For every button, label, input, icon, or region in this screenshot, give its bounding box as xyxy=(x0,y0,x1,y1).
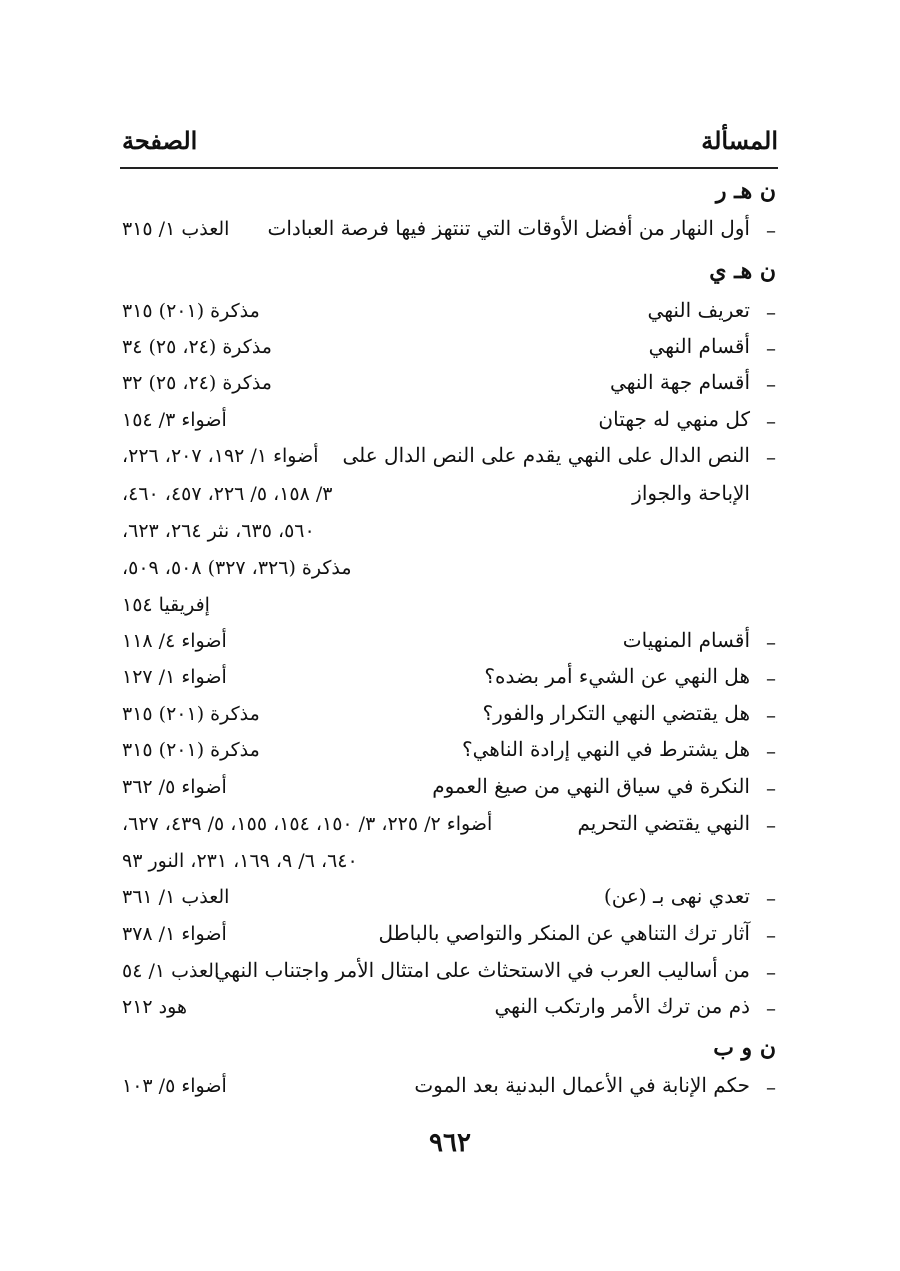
entry-dash: – xyxy=(766,886,776,910)
entry-dash: – xyxy=(766,1075,776,1099)
entry-topic-continuation: الإباحة والجواز xyxy=(632,481,750,505)
entry-dash: – xyxy=(766,666,776,690)
entry-topic: من أساليب العرب في الاستحثاث على امتثال الأمر واجتناب النهي xyxy=(214,958,750,982)
entry-dash: – xyxy=(766,409,776,433)
entry-reference: مذكرة (٢٤، ٢٥) ٣٤ xyxy=(122,336,272,358)
entry-reference-continuation: إفريقيا ١٥٤ xyxy=(122,594,210,616)
entry-topic: أقسام جهة النهي xyxy=(609,370,750,394)
entry-topic: النهي يقتضي التحريم xyxy=(577,811,750,835)
entry-reference-continuation: ٥٦٠، ٦٣٥، نثر ٢٦٤، ٦٢٣، xyxy=(122,520,315,542)
entry-reference-continuation: ٦٤٠، ٦/ ٩، ١٦٩، ٢٣١، النور ٩٣ xyxy=(122,850,358,872)
entry-reference: العذب ١/ ٣١٥ xyxy=(122,218,230,240)
entry-reference: أضواء ٥/ ٣٦٢ xyxy=(122,776,227,798)
entry-reference: أضواء ٤/ ١١٨ xyxy=(122,630,227,652)
entry-topic: تعدي نهى بـ (عن) xyxy=(603,884,750,908)
entry-reference: أضواء ٣/ ١٥٤ xyxy=(122,409,227,431)
entry-topic: تعريف النهي xyxy=(647,298,750,322)
column-header-issue: المسألة xyxy=(701,126,778,155)
entry-reference: مذكرة (٢٠١) ٣١٥ xyxy=(122,300,260,322)
entry-reference: مذكرة (٢٠١) ٣١٥ xyxy=(122,739,260,761)
entry-topic: آثار ترك التناهي عن المنكر والتواصي بالباطل xyxy=(378,921,750,945)
column-header-page: الصفحة xyxy=(122,126,198,155)
page-number: ٩٦٢ xyxy=(429,1128,471,1158)
entry-dash: – xyxy=(766,336,776,360)
entry-dash: – xyxy=(766,372,776,396)
entry-topic: هل يشترط في النهي إرادة الناهي؟ xyxy=(461,737,750,761)
entry-reference: مذكرة (٢٤، ٢٥) ٣٢ xyxy=(122,372,272,394)
entry-topic: أقسام النهي xyxy=(648,334,750,358)
entry-dash: – xyxy=(766,813,776,837)
entry-topic: هل النهي عن الشيء أمر بضده؟ xyxy=(484,664,750,688)
entry-dash: – xyxy=(766,218,776,242)
entry-reference: أضواء ١/ ١٢٧ xyxy=(122,666,227,688)
header-rule xyxy=(120,167,778,169)
entry-topic: هل يقتضي النهي التكرار والفور؟ xyxy=(482,701,750,725)
entry-reference: أضواء ٢/ ٢٢٥، ٣/ ١٥٠، ١٥٤، ١٥٥، ٥/ ٤٣٩، ٦٢٧، xyxy=(122,813,493,835)
entry-topic: النكرة في سياق النهي من صيغ العموم xyxy=(432,774,750,798)
entry-dash: – xyxy=(766,445,776,469)
entry-topic: ذم من ترك الأمر وارتكب النهي xyxy=(494,994,750,1018)
entry-dash: – xyxy=(766,996,776,1020)
entry-dash: – xyxy=(766,630,776,654)
entry-reference: مذكرة (٢٠١) ٣١٥ xyxy=(122,703,260,725)
entry-topic: أقسام المنهيات xyxy=(622,628,750,652)
root-heading: ن هـ ر xyxy=(715,178,776,204)
entry-reference-continuation: ٣/ ١٥٨، ٥/ ٢٢٦، ٤٥٧، ٤٦٠، xyxy=(122,483,333,505)
entry-dash: – xyxy=(766,739,776,763)
entry-reference: أضواء ١/ ٣٧٨ xyxy=(122,923,227,945)
entry-dash: – xyxy=(766,960,776,984)
entry-reference: هود ٢١٢ xyxy=(122,996,187,1018)
entry-topic: أول النهار من أفضل الأوقات التي تنتهز فيها فرصة العبادات xyxy=(267,216,750,240)
entry-reference: أضواء ٥/ ١٠٣ xyxy=(122,1075,227,1097)
entry-dash: – xyxy=(766,300,776,324)
entry-topic: كل منهي له جهتان xyxy=(598,407,750,431)
entry-reference: العذب ١/ ٣٦١ xyxy=(122,886,230,908)
entry-dash: – xyxy=(766,703,776,727)
entry-reference: العذب ١/ ٥٤ xyxy=(122,960,220,982)
root-heading: ن هـ ي xyxy=(709,258,776,284)
entry-reference-continuation: مذكرة (٣٢٦، ٣٢٧) ٥٠٨، ٥٠٩، xyxy=(122,557,352,579)
entry-topic: النص الدال على النهي يقدم على النص الدال على xyxy=(342,443,750,467)
entry-dash: – xyxy=(766,776,776,800)
entry-topic: حكم الإنابة في الأعمال البدنية بعد الموت xyxy=(414,1073,750,1097)
root-heading: ن و ب xyxy=(713,1035,776,1061)
entry-reference: أضواء ١/ ١٩٢، ٢٠٧، ٢٢٦، xyxy=(122,445,319,467)
entry-dash: – xyxy=(766,923,776,947)
